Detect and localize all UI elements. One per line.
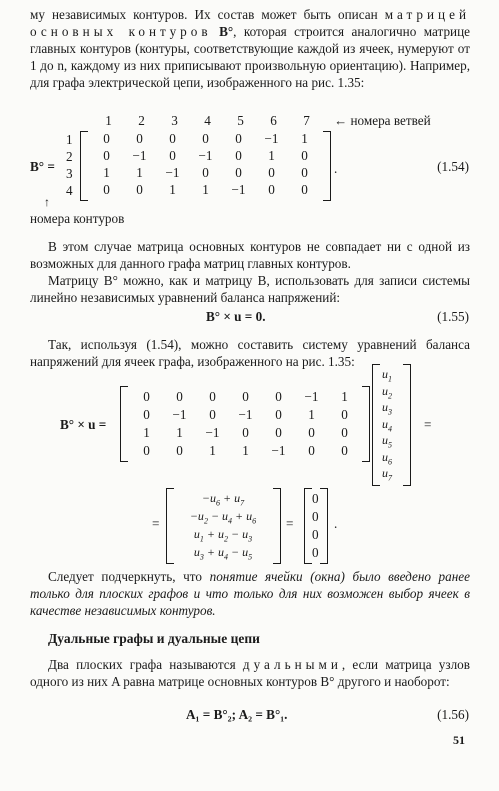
contour-matrix-2-cell: 0 (176, 389, 183, 404)
contour-matrix-cell: 0 (268, 182, 275, 197)
result-entry: $-u_6 + u_7$ (201, 491, 245, 508)
contour-number: 3 (66, 166, 73, 181)
contour-matrix-cell: 1 (136, 165, 143, 180)
equation-number-1-56: (1.56) (437, 707, 469, 722)
contour-matrix-2-cell: 0 (308, 425, 315, 440)
vector-right-bracket (403, 364, 411, 486)
contour-matrix-2 (130, 388, 361, 460)
left-bracket (120, 386, 128, 462)
contour-matrix-2-row (130, 442, 361, 460)
voltage-entry: $u_5$ (382, 433, 392, 450)
contour-matrix-cell: 1 (103, 165, 110, 180)
contour-matrix-row (90, 147, 321, 164)
contour-matrix-cell: 0 (268, 165, 275, 180)
voltage-entry: $u_6$ (382, 449, 392, 466)
contour-matrix-2-cell: 0 (242, 389, 249, 404)
zero-entry: 0 (312, 527, 319, 542)
zero-vector (312, 490, 319, 562)
contour-matrix-cell: 0 (202, 165, 209, 180)
contour-matrix-2-cell: −1 (205, 425, 220, 440)
book-page: му независимых контуров. Их состав может быть описан матрицей основных контуров B°, которая строится аналогично матрице главных контуров (контуры, соответствующие каждой из ячеек, нумеруют от 1 до n, каждому из них приписывают произвольную ориентацию). Например, для графа электрической цепи, изображенного на рис. 1.35: 1 2 3 4 5 6 7 ← номера ветвей 1 2 3 4 B° = 0 0 0 0 0 −1 1 0 −1 0 −1 0 1 0 1 1 −1 0 0 0 0 0 0 1 1 −1 0 0 . (1.54) ↑ номера контуров В этом случае матрица основных контуров не совпадает ни с одной из возможных для данного графа матриц главных контуров. Матрицу B° можно, как и матрицу B, использовать для записи системы линейно независимых уравнений баланса напряжений: B° × u = 0. (1.55) Так, используя (1.54), можно составить систему уравнений баланса напряжений для ячеек графа, изображенного на рис. 1.35: B° × u = 0 0 0 0 0 −1 1 0 −1 0 −1 0 1 0 1 1 −1 0 0 0 0 0 0 1 1 −1 0 0 $u_1$ $u_2$ $u_3$ $u_4$ $u_5$ $u_6$ $u_7$ = = $-u_6 + u_7$ $-u_2 - u_4 + u_6$ $u_1 + u_2 - u_3$ $u_3 + u_4 - u_5$ = 0 0 0 0 . Следует подчеркнуть, что понятие ячейки (окна) было введено ранее только для плоских графов и что только для них возможен выбор ячеек в качестве независимых контуров. Дуальные графы и дуальные цепи Два плоских графа называются дуальными, если матрица узлов одного из них A равна матрице основных контуров B° другого и наоборот: A₁ = B°₂; A₂ = B°₁. (1.56) 51 (30, 7, 471, 747)
contour-matrix-2-cell: 1 (308, 407, 315, 422)
branch-number: 4 (204, 113, 211, 128)
contour-matrix-2-row (130, 388, 361, 406)
contour-matrix-2-cell: 1 (143, 425, 150, 440)
contour-matrix-2-cell: 0 (209, 407, 216, 422)
zero-left-bracket (304, 488, 312, 564)
contour-matrix-cell: 1 (202, 182, 209, 197)
contour-matrix-row (90, 164, 321, 181)
contour-number: 4 (66, 183, 73, 198)
right-bracket (362, 386, 370, 462)
branch-number: 3 (171, 113, 178, 128)
contour-matrix-cell: 0 (169, 131, 176, 146)
contour-matrix-cell: 0 (301, 182, 308, 197)
zero-entry: 0 (312, 509, 319, 524)
paragraph-intro: му независимых контуров. Их состав может быть описан матрицей основных контуров B°, которая строится аналогично матрице главных контуров (контуры, соответствующие каждой из ячеек, нумеруют от 1 до n, каждому из них приписывают произвольную ориентацию). Например, для графа электрической цепи, изображенного на рис. 1.35: (30, 7, 471, 90)
contour-matrix-cell: −1 (198, 148, 213, 163)
voltage-entry: $u_7$ (382, 466, 392, 483)
contour-matrix-2-cell: −1 (304, 389, 319, 404)
contour-matrix-2-cell: 0 (176, 443, 183, 458)
equation-number-1-55: (1.55) (437, 309, 469, 324)
contour-matrix-2-cell: 0 (143, 443, 150, 458)
contour-matrix-2-cell: 0 (275, 407, 282, 422)
result-entry: $u_1 + u_2 - u_3$ (193, 527, 253, 544)
contour-arrow: ↑ (44, 195, 50, 209)
paragraph-2: В этом случае матрица основных контуров не совпадает ни с одной из возможных для данного графа матриц главных контуров. (30, 239, 470, 271)
contour-matrix-2-cell: −1 (271, 443, 286, 458)
contour-matrix-cell: 0 (235, 131, 242, 146)
contour-matrix-cell: −1 (264, 131, 279, 146)
zero-right-bracket (320, 488, 328, 564)
paragraph-dual: Два плоских графа называются дуальными, если матрица узлов одного из них A равна матрице основных контуров B° другого и наоборот: (30, 657, 470, 689)
contour-matrix-cell: 0 (169, 148, 176, 163)
left-bracket (80, 131, 88, 201)
contour-numbers (66, 131, 73, 199)
contour-matrix-2-cell: 1 (176, 425, 183, 440)
equation-1-56: A₁ = B°₂; A₂ = B°₁. (186, 707, 288, 722)
result-entry: $u_3 + u_4 - u_5$ (193, 545, 253, 562)
contour-number: 1 (66, 132, 73, 147)
voltage-entry: $u_3$ (382, 400, 392, 417)
zero-entry: 0 (312, 491, 319, 506)
contour-matrix-2-cell: 1 (209, 443, 216, 458)
contour-matrix-cell: 0 (235, 165, 242, 180)
branch-number: 2 (138, 113, 145, 128)
contour-matrix-row (90, 130, 321, 147)
contour-matrix-2-cell: 0 (308, 443, 315, 458)
contour-matrix-cell: 0 (103, 131, 110, 146)
contour-matrix-2-cell: 0 (341, 443, 348, 458)
branch-numbers (92, 112, 323, 129)
contour-matrix-2-cell: −1 (172, 407, 187, 422)
paragraph-4: Так, используя (1.54), можно составить систему уравнений баланса напряжений для ячеек графа, изображенного на рис. 1.35: (30, 337, 470, 369)
contour-matrix-cell: 0 (136, 131, 143, 146)
contour-matrix-2-cell: 0 (275, 425, 282, 440)
contour-matrix-cell: 0 (202, 131, 209, 146)
vector-left-bracket (372, 364, 380, 486)
contour-matrix-cell: 0 (103, 182, 110, 197)
contour-matrix-2-row (130, 406, 361, 424)
contour-matrix-cell: 1 (169, 182, 176, 197)
contour-matrix-cell: 0 (301, 165, 308, 180)
contour-matrix-2-cell: 0 (209, 389, 216, 404)
branch-number: 5 (237, 113, 244, 128)
result-vector (174, 490, 272, 562)
contour-matrix-2-cell: 1 (341, 389, 348, 404)
contour-matrix-2-cell: 0 (341, 425, 348, 440)
contour-matrix-cell: −1 (165, 165, 180, 180)
voltage-entry: $u_4$ (382, 416, 392, 433)
contour-matrix-2-cell: 0 (242, 425, 249, 440)
contour-matrix-row (90, 181, 321, 198)
contour-matrix-2-cell: 0 (275, 389, 282, 404)
contour-matrix-2-cell: 0 (143, 389, 150, 404)
result-entry: $-u_2 - u_4 + u_6$ (189, 509, 257, 526)
voltage-entry: $u_2$ (382, 383, 392, 400)
contour-matrix-cell: 0 (301, 148, 308, 163)
result-left-bracket (166, 488, 174, 564)
matrix-b0-lhs: B° = (30, 159, 55, 174)
contour-numbers-label: номера контуров (30, 211, 125, 226)
paragraph-3: Матрицу B° можно, как и матрицу B, использовать для записи системы линейно независимых уравнений баланса напряжений: (30, 273, 470, 305)
right-bracket (323, 131, 331, 201)
contour-matrix (90, 130, 321, 198)
matrix-product-lhs: B° × u = (60, 417, 107, 432)
contour-matrix-cell: 1 (268, 148, 275, 163)
section-heading: Дуальные графы и дуальные цепи (48, 631, 260, 646)
zero-entry: 0 (312, 545, 319, 560)
equation-1-55: B° × u = 0. (206, 309, 266, 324)
branch-number: 6 (270, 113, 277, 128)
page-number: 51 (453, 733, 465, 747)
contour-matrix-2-cell: −1 (238, 407, 253, 422)
branch-number: 1 (105, 113, 112, 128)
contour-matrix-cell: −1 (132, 148, 147, 163)
contour-matrix-cell: −1 (231, 182, 246, 197)
contour-matrix-cell: 1 (301, 131, 308, 146)
voltage-entry: $u_1$ (382, 367, 392, 384)
contour-matrix-cell: 0 (136, 182, 143, 197)
voltage-vector (382, 366, 392, 482)
paragraph-note: Следует подчеркнуть, что понятие ячейки (окна) было введено ранее только для плоских графов и что только для них возможен выбор ячеек в качестве независимых контуров. (30, 569, 470, 618)
contour-matrix-2-cell: 1 (242, 443, 249, 458)
contour-matrix-2-cell: 0 (341, 407, 348, 422)
branch-number: 7 (303, 113, 310, 128)
contour-matrix-cell: 0 (103, 148, 110, 163)
branch-numbers-label: ← номера ветвей (334, 113, 431, 128)
contour-matrix-cell: 0 (235, 148, 242, 163)
contour-matrix-2-row (130, 424, 361, 442)
contour-number: 2 (66, 149, 73, 164)
equation-number-1-54: (1.54) (437, 159, 469, 174)
result-right-bracket (273, 488, 281, 564)
contour-matrix-2-cell: 0 (143, 407, 150, 422)
